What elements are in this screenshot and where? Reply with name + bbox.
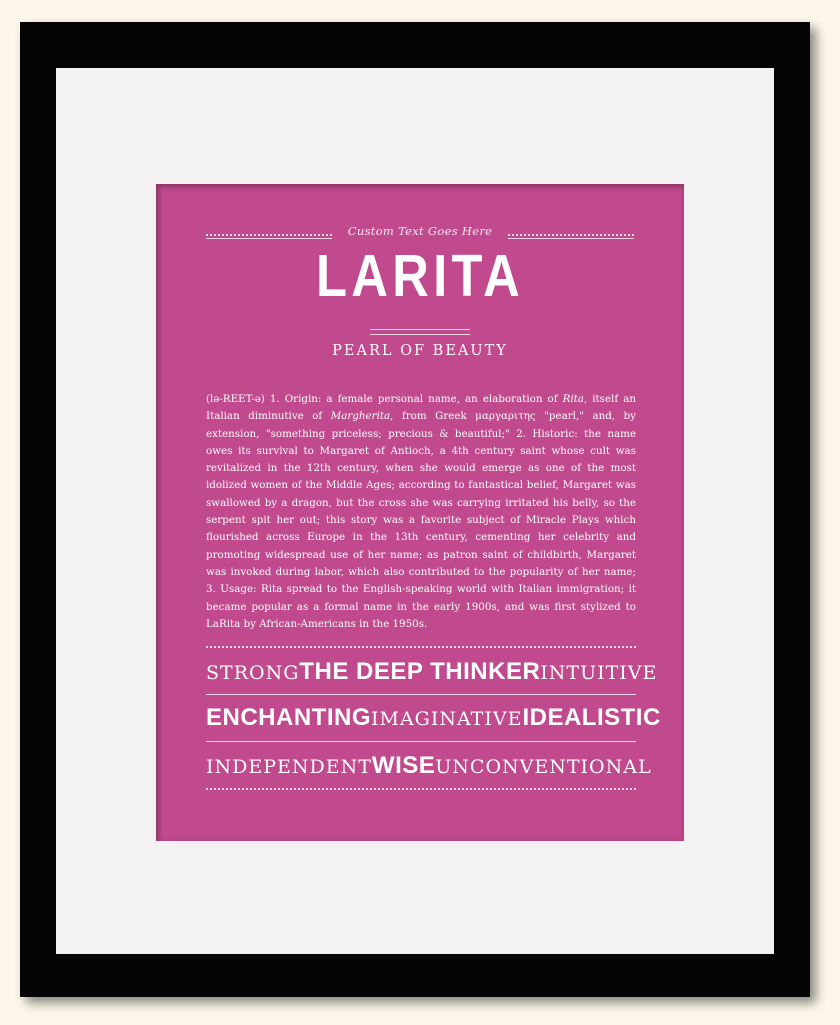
- title-rule: [370, 329, 470, 335]
- trait: THE DEEP THINKER: [299, 658, 541, 685]
- definition-text: , from Greek μαργαριτης "pearl," and, by extension, "something priceless; precious & beautiful;" 2. Historic: the name owes its survival to Margaret of Antioch, a 4th century saint whose cult was revitalized in the 12th century, when she would emerge as one of the most idolized women of the Middle Ages; according to fantastical belief, Margaret was swallowed by a dragon, but the cross she was carrying irritated his belly, so the serpent spit her out; this story was a favorite subject of Miracle Plays which flourished across Europe in the 13th century, cementing her celebrity and promoting widespread use of her name; as patron saint of childbirth, Margaret was invoked during labor, which also contributed to the popularity of her name; 3. Usage: Rita spread to the English-speaking world with Italian immigration; it became popular as a formal name in the early 1900s, and was first stylized to LaRita by African-Americans in the 1950s.: [206, 410, 636, 630]
- definition-text: , itself an Italian diminutive of: [206, 393, 636, 423]
- definition-text: (lə-REET-ə) 1. Origin: a female personal name, an elaboration of: [206, 393, 563, 405]
- definition-italic: Rita: [562, 393, 584, 405]
- dotted-divider-traits-top: [206, 646, 636, 649]
- trait: ENCHANTING: [206, 704, 371, 731]
- traits-separator: [206, 741, 636, 742]
- traits-row-1: [206, 658, 658, 686]
- picture-frame: [20, 22, 810, 997]
- name-definition: [206, 391, 636, 633]
- custom-text: Custom Text Goes Here: [347, 224, 493, 238]
- dotted-divider-traits-bottom: [206, 788, 636, 791]
- trait: IMAGINATIVE: [371, 708, 523, 730]
- name-title: LARITA: [315, 243, 525, 309]
- trait: STRONG: [206, 662, 300, 684]
- mat-board: [56, 68, 774, 954]
- traits-row-2: [206, 704, 661, 732]
- definition-italic: Margherita: [330, 410, 391, 423]
- traits-separator: [206, 694, 636, 695]
- trait: INDEPENDENT: [206, 756, 372, 778]
- trait: INTUITIVE: [540, 662, 658, 684]
- traits-row-3: [206, 752, 652, 780]
- trait: WISE: [371, 752, 436, 779]
- trait: UNCONVENTIONAL: [435, 756, 652, 778]
- trait: IDEALISTIC: [522, 704, 661, 731]
- name-meaning: PEARL OF BEAUTY: [332, 343, 508, 359]
- name-print: [156, 184, 684, 841]
